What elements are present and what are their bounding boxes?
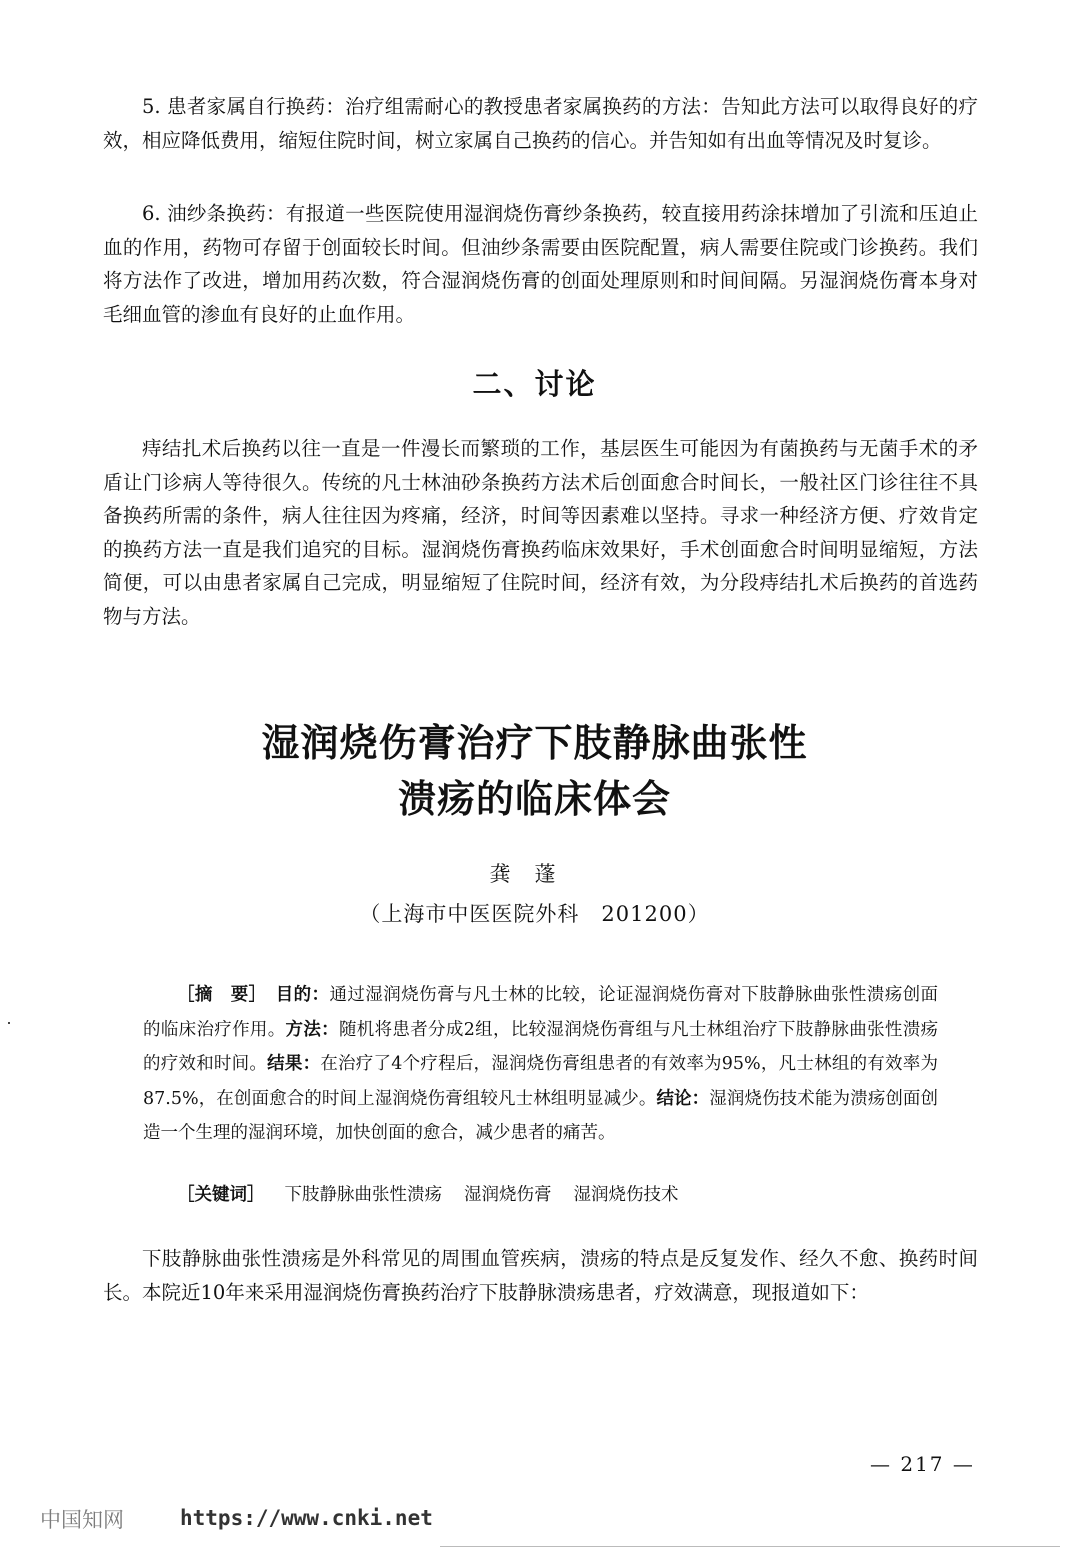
abstract-result: 在治疗了4个疗程后，湿润烧伤膏组患者的有效率为95%，凡士林组的有效率为87.5%，在创面愈合的时间上湿润烧伤膏组较凡士林组明显减少。 [143,1054,939,1109]
abstract-conclusion: 湿润烧伤技术能为溃疡创面创造一个生理的湿润环境，加快创面的愈合，减少患者的痛苦。 [143,1088,939,1143]
abstract-objective-label: 目的： [275,985,330,1005]
cnki-watermark-logo: 中国知网 [40,1508,124,1532]
abstract [143,978,938,1151]
abstract-result-label: 结果： [267,1054,321,1074]
article-title-line-2: 溃疡的临床体会 [397,777,671,821]
intro-paragraph: 下肢静脉曲张性溃疡是外科常见的周围血管疾病，溃疡的特点是反复发作、经久不愈、换药时间长。本院近10年来采用湿润烧伤膏换药治疗下肢静脉溃疡患者，疗效满意，现报道如下： [103,1247,978,1304]
keyword-item: 湿润烧伤膏 [464,1185,552,1205]
keywords-label: ［关键词］ [177,1185,265,1205]
article-title-line-1: 湿润烧伤膏治疗下肢静脉曲张性 [261,721,808,765]
bottom-rule [440,1546,1060,1547]
cnki-watermark-url[interactable]: https://www.cnki.net [180,1506,433,1530]
abstract-method: 随机将患者分成2组，比较湿润烧伤膏组与凡士林组治疗下肢静脉曲张性溃疡的疗效和时间。 [143,1019,939,1074]
abstract-objective: 通过湿润烧伤膏与凡士林的比较，论证湿润烧伤膏对下肢静脉曲张性溃疡创面的临床治疗作用。 [143,985,939,1040]
keyword-item: 湿润烧伤技术 [573,1185,679,1205]
abstract-method-label: 方法： [285,1019,339,1040]
page-number: — 217 — [870,1452,975,1476]
keywords [177,1180,937,1210]
section-heading-discussion: 二、讨论 [472,367,597,401]
discussion-paragraph: 痔结扎术后换药以往一直是一件漫长而繁琐的工作，基层医生可能因为有菌换药与无菌手术的矛盾让门诊病人等待很久。传统的凡士林油砂条换药方法术后创面愈合时间长，一般社区门诊往往不具备换药所需的条件，病人往往因为疼痛，经济，时间等因素难以坚持。寻求一种经济方便、疗效肯定的换药方法一直是我们追究的目标。湿润烧伤膏换药临床效果好，手术创面愈合时间明显缩短，方法简便，可以由患者家属自己完成，明显缩短了住院时间，经济有效，为分段痔结扎术后换药的首选药物与方法。 [103,437,978,628]
keyword-item: 下肢静脉曲张性溃疡 [284,1185,442,1205]
author-affiliation: （上海市中医医院外科 201200） [359,902,710,926]
author-name: 龚蓬 [489,862,580,886]
paragraph-item-6: 6. 油纱条换药：有报道一些医院使用湿润烧伤膏纱条换药，较直接用药涂抹增加了引流和压迫止血的作用，药物可存留于创面较长时间。但油纱条需要由医院配置，病人需要住院或门诊换药。我们将方法作了改进，增加用药次数，符合湿润烧伤膏的创面处理原则和时间间隔。另湿润烧伤膏本身对毛细血管的渗血有良好的止血作用。 [103,202,978,326]
article-title [0,715,1069,827]
paragraph-item-5: 5. 患者家属自行换药：治疗组需耐心的教授患者家属换药的方法：告知此方法可以取得良好的疗效，相应降低费用，缩短住院时间，树立家属自己换药的信心。并告知如有出血等情况及时复诊。 [103,95,978,152]
abstract-conclusion-label: 结论： [656,1088,710,1109]
abstract-label: ［摘 要］ [177,985,258,1005]
scan-speck [8,1022,10,1024]
